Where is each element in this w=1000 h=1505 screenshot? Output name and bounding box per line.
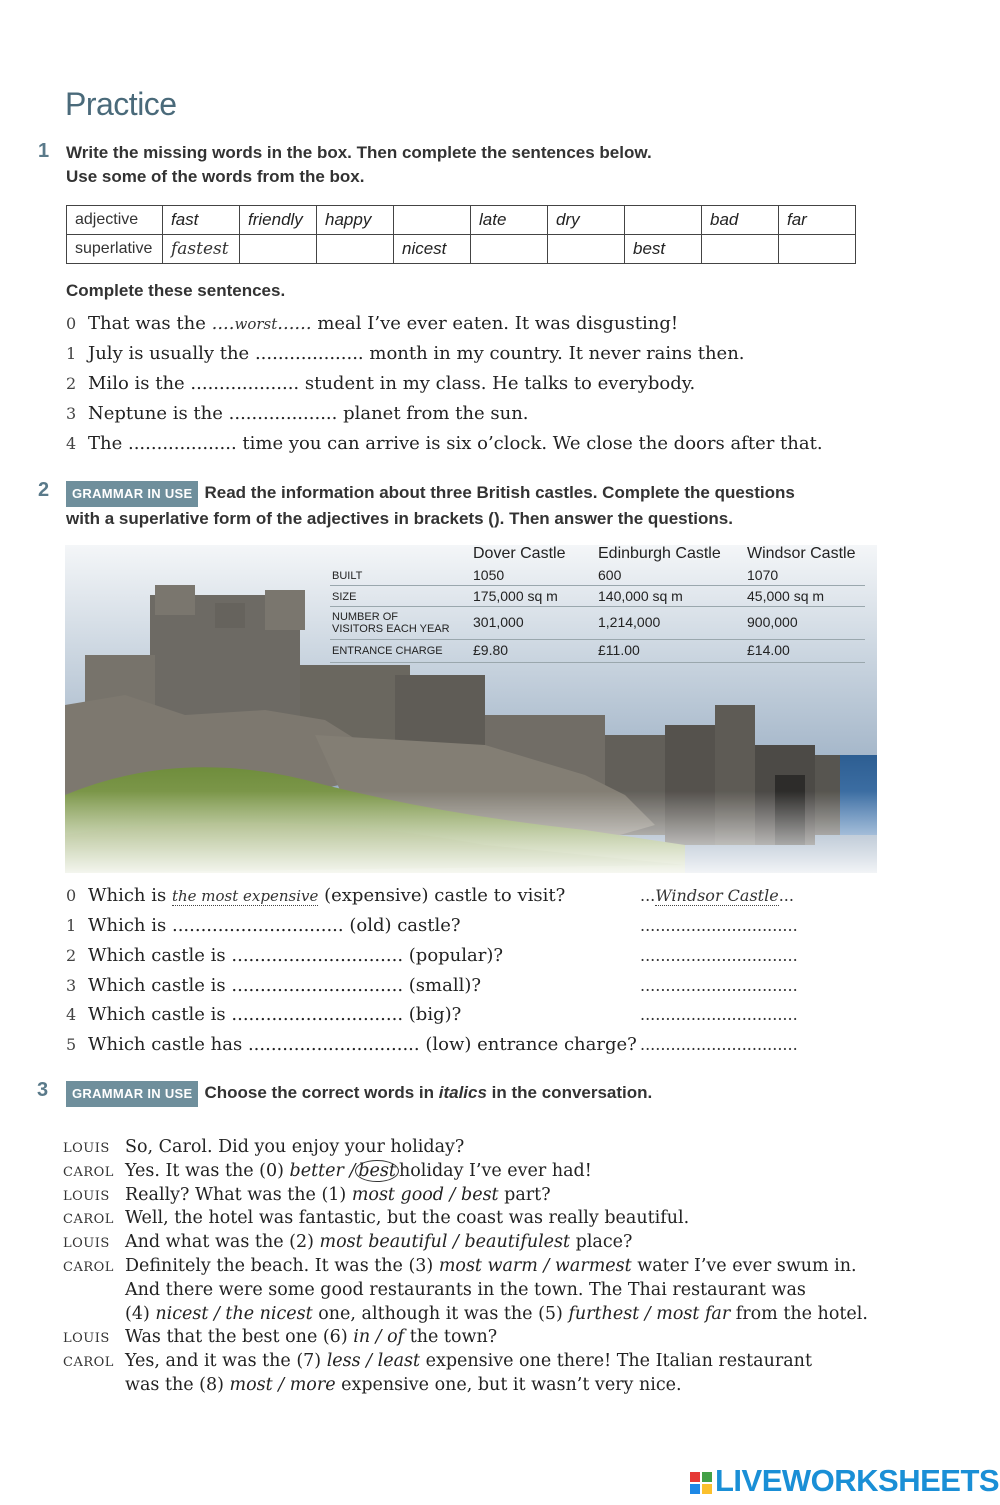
question-row <box>66 1004 461 1026</box>
speaker-name: LOUIS <box>63 1331 110 1347</box>
reply-dots: ... <box>778 886 794 905</box>
castle-header: Dover Castle <box>473 545 566 562</box>
sentence-text-after: student in my class. He talks to everybody. <box>299 373 696 394</box>
answer-blank[interactable]: ................... <box>254 343 364 364</box>
question-blank[interactable]: .............................. <box>231 1004 404 1025</box>
question-text-before: Which is <box>88 915 172 936</box>
reply-answer: Windsor Castle <box>655 886 779 905</box>
exercise-3-instruction-before: Choose the correct words in <box>204 1083 439 1102</box>
grammar-in-use-badge: GRAMMAR IN USE <box>66 1081 198 1107</box>
question-number: 2 <box>66 946 77 965</box>
exercise-1-instruction-line-1: Write the missing words in the box. Then complete the sentences below. <box>66 143 652 162</box>
sentence-text-before: July is usually the <box>88 343 255 364</box>
conversation-text: place? <box>570 1232 633 1253</box>
question-text-after: (popular)? <box>403 945 504 966</box>
answer-choice[interactable]: most / more <box>229 1375 336 1395</box>
exercise-1-number: 1 <box>38 140 50 162</box>
castle-info-value: 175,000 sq m <box>473 588 558 604</box>
superlative-cell[interactable] <box>779 235 856 264</box>
castle-info-value: 1070 <box>747 567 779 583</box>
question-row <box>66 885 565 907</box>
question-blank[interactable]: .............................. <box>231 975 404 996</box>
castle-info-label <box>332 570 362 582</box>
conversation-line <box>63 1350 812 1375</box>
answer-choice[interactable]: furthest / most far <box>568 1303 731 1324</box>
reply-blank: ............................... <box>640 976 798 995</box>
question-reply[interactable] <box>640 886 794 905</box>
castle-info-value: £11.00 <box>598 642 640 658</box>
castle-info-value: 140,000 sq m <box>598 588 683 604</box>
answer-choice[interactable]: better / <box>289 1160 356 1181</box>
conversation-line <box>63 1231 632 1256</box>
page-title: Practice <box>65 86 177 122</box>
question-text-before: Which is <box>88 885 172 906</box>
castle-info-label-line: VISITORS EACH YEAR <box>332 623 450 635</box>
reply-blank: ............................... <box>640 916 798 935</box>
conversation-line <box>63 1207 689 1232</box>
sentence-text-before: That was the <box>88 313 212 334</box>
conversation-text: Well, the hotel was fantastic, but the coast was really beautiful. <box>125 1208 690 1229</box>
sentence-number: 2 <box>66 374 77 393</box>
castle-info-label <box>332 611 450 635</box>
question-row <box>66 975 481 997</box>
question-number: 0 <box>66 886 77 905</box>
question-number: 1 <box>66 916 77 935</box>
adjective-row <box>67 206 856 235</box>
sentence-text-after: meal I’ve ever eaten. It was disgusting! <box>311 313 679 334</box>
conversation-text: the town? <box>404 1327 498 1348</box>
castle-info-value: 600 <box>598 567 622 583</box>
speaker-name: LOUIS <box>63 1236 110 1252</box>
sentence-answer[interactable] <box>212 313 312 334</box>
exercise-2-instruction-line-2: with a superlative form of the adjectives in brackets (). Then answer the questions. <box>66 509 733 528</box>
reply-blank: ............................... <box>640 1005 798 1024</box>
castle-info-value: 1050 <box>473 567 505 583</box>
answer-dots: ...... <box>277 313 312 334</box>
sentence-number: 1 <box>66 344 77 363</box>
castle-info-row <box>330 640 865 663</box>
reply-dots: ... <box>640 886 656 905</box>
superlative-cell[interactable] <box>471 235 548 264</box>
speaker-name: CAROL <box>63 1212 114 1228</box>
answer-choice[interactable]: in / of <box>353 1327 405 1348</box>
answer-dots: .... <box>211 313 235 334</box>
adjective-table <box>66 205 856 264</box>
conversation-line <box>63 1279 806 1303</box>
conversation-line <box>63 1184 551 1209</box>
speaker-name: LOUIS <box>63 1188 110 1204</box>
question-reply[interactable] <box>640 946 798 965</box>
castle-info-label <box>332 645 443 657</box>
sentence-text-before: Neptune is the <box>88 403 229 424</box>
sentence-text-before: The <box>88 433 128 454</box>
conversation-text: was the (8) <box>125 1375 230 1395</box>
superlative-cell[interactable] <box>702 235 779 264</box>
conversation-text: Really? What was the (1) <box>125 1184 352 1205</box>
conversation-text: Was that the best one (6) <box>125 1327 354 1348</box>
conversation-text: Definitely the beach. It was the (3) <box>125 1256 439 1276</box>
adjective-cell: happy <box>317 206 394 235</box>
sentence-row <box>66 313 678 335</box>
sentence-row <box>66 343 745 365</box>
sentence-row <box>66 373 695 395</box>
sentence-text-after: time you can arrive is six o’clock. We close the doors after that. <box>236 433 823 454</box>
question-row <box>66 915 461 937</box>
exercise-3-number: 3 <box>37 1079 49 1101</box>
answer-choice[interactable]: most good / best <box>351 1184 499 1205</box>
superlative-row <box>67 235 856 264</box>
superlative-cell: fastest <box>163 235 240 264</box>
question-text-before: Which castle is <box>88 975 232 996</box>
superlative-label: superlative <box>67 235 163 264</box>
adjective-cell: friendly <box>240 206 317 235</box>
exercise-1-instruction-line-2: Use some of the words from the box. <box>66 167 365 186</box>
sentence-text-after: month in my country. It never rains then. <box>363 343 745 364</box>
conversation-line <box>63 1136 464 1161</box>
conversation-text: Yes. It was the (0) <box>125 1160 290 1181</box>
sentence-number: 0 <box>66 314 77 333</box>
question-row <box>66 1034 637 1056</box>
adjective-cell: bad <box>702 206 779 235</box>
conversation-text: holiday I’ve ever had! <box>398 1160 592 1181</box>
conversation-text: And there were some good restaurants in the town. The Thai restaurant was <box>125 1279 806 1300</box>
question-number: 5 <box>66 1035 77 1054</box>
superlative-cell[interactable] <box>548 235 625 264</box>
conversation-line <box>63 1326 497 1351</box>
superlative-cell: nicest <box>394 235 471 264</box>
conversation-line <box>63 1374 682 1398</box>
grammar-in-use-badge: GRAMMAR IN USE <box>66 481 198 507</box>
question-reply[interactable] <box>640 1005 798 1024</box>
exercise-2-instructions <box>66 481 795 531</box>
answer-choice[interactable]: less / least <box>326 1351 421 1372</box>
adjective-cell: dry <box>548 206 625 235</box>
circled-answer[interactable]: best <box>355 1160 399 1182</box>
question-blank[interactable]: .............................. <box>231 945 404 966</box>
castle-info-row <box>330 607 865 640</box>
conversation-text: one, although it was the (5) <box>312 1303 569 1324</box>
answer-blank[interactable]: ................... <box>127 433 237 454</box>
sentence-text-before: Milo is the <box>88 373 191 394</box>
castle-info-value: 301,000 <box>473 614 524 630</box>
question-blank[interactable]: .............................. <box>247 1034 420 1055</box>
exercise-2-number: 2 <box>38 479 50 501</box>
reply-blank: ............................... <box>640 1035 798 1054</box>
speaker-name: CAROL <box>63 1355 114 1371</box>
question-number: 3 <box>66 976 77 995</box>
castle-info-row <box>330 586 865 607</box>
conversation-text: part? <box>498 1184 551 1205</box>
adjective-cell: late <box>471 206 548 235</box>
castle-info-label-line: BUILT <box>332 570 363 582</box>
castle-info-label <box>332 591 356 603</box>
question-reply[interactable] <box>640 1035 798 1054</box>
superlative-cell: best <box>625 235 702 264</box>
adjective-cell: fast <box>163 206 240 235</box>
conversation-line <box>63 1160 592 1185</box>
conversation-text: water I’ve ever swum in. <box>631 1256 857 1276</box>
exercise-3-instruction-italic: italics <box>438 1083 487 1102</box>
speaker-name: LOUIS <box>63 1141 110 1156</box>
sentence-row <box>66 403 529 425</box>
answer-choice[interactable]: most warm / warmest <box>438 1256 632 1276</box>
question-text-before: Which castle is <box>88 945 232 966</box>
exercise-3-instructions <box>66 1081 652 1107</box>
adjective-cell[interactable] <box>625 206 702 235</box>
speaker-name: CAROL <box>63 1164 114 1180</box>
answer-word: worst <box>234 315 278 333</box>
castle-info-value: £9.80 <box>473 642 509 658</box>
sentence-text-after: planet from the sun. <box>337 403 529 424</box>
sentence-number: 4 <box>66 434 77 453</box>
castle-info-value: 45,000 sq m <box>747 588 825 604</box>
question-reply[interactable] <box>640 976 798 995</box>
question-blank[interactable]: .............................. <box>171 915 344 936</box>
conversation-text: And what was the (2) <box>125 1232 320 1253</box>
adjective-label: adjective <box>67 206 163 235</box>
exercise-3-instruction-after: in the conversation. <box>486 1083 653 1102</box>
question-text-before: Which castle is <box>88 1004 232 1025</box>
question-text-after: (expensive) castle to visit? <box>318 885 566 906</box>
superlative-cell[interactable] <box>317 235 394 264</box>
conversation-line <box>63 1255 857 1280</box>
conversation-text: (4) <box>125 1303 156 1324</box>
castle-header: Edinburgh Castle <box>598 545 721 562</box>
question-text-after: (small)? <box>403 975 482 996</box>
conversation-text: expensive one, but it wasn’t very nice. <box>335 1375 682 1395</box>
question-row <box>66 945 503 967</box>
logo-icon <box>690 1470 712 1496</box>
conversation-text: expensive one there! The Italian restaurant <box>420 1351 812 1372</box>
question-text-after: (old) castle? <box>343 915 461 936</box>
question-text-after: (low) entrance charge? <box>419 1034 637 1055</box>
castle-header: Windsor Castle <box>747 545 856 562</box>
conversation-line <box>63 1303 868 1327</box>
answer-blank[interactable]: ................... <box>228 403 338 424</box>
sentence-row <box>66 433 823 455</box>
conversation-text: So, Carol. Did you enjoy your holiday? <box>125 1137 465 1157</box>
superlative-cell[interactable] <box>240 235 317 264</box>
question-reply[interactable] <box>640 916 798 935</box>
conversation-text: from the hotel. <box>730 1303 868 1324</box>
speaker-name: CAROL <box>63 1260 114 1275</box>
exercise-2-instruction-line-1: Read the information about three British castles. Complete the questions <box>204 483 795 502</box>
adjective-cell[interactable] <box>394 206 471 235</box>
question-text-before: Which castle has <box>88 1034 248 1055</box>
castle-info-value: 900,000 <box>747 614 798 630</box>
castle-info-value: 1,214,000 <box>598 614 661 630</box>
liveworksheets-logo <box>690 1463 999 1499</box>
castle-info-label-line: NUMBER OF <box>332 611 398 623</box>
logo-text: LIVEWORKSHEETS <box>715 1463 1000 1498</box>
answer-choice[interactable]: nicest / the nicest <box>155 1303 313 1324</box>
exercise-1-subheading: Complete these sentences. <box>66 281 286 300</box>
castle-info-label-line: ENTRANCE CHARGE <box>332 645 443 657</box>
question-number: 4 <box>66 1005 77 1024</box>
castle-info-label-line: SIZE <box>332 591 357 603</box>
castle-info-value: £14.00 <box>747 642 790 658</box>
adjective-cell: far <box>779 206 856 235</box>
castle-info-row <box>330 565 865 586</box>
reply-blank: ............................... <box>640 946 798 965</box>
question-text-after: (big)? <box>403 1004 462 1025</box>
question-answer[interactable]: the most expensive <box>171 887 319 905</box>
exercise-1-instructions <box>66 141 652 189</box>
sentence-number: 3 <box>66 404 77 423</box>
answer-blank[interactable]: ................... <box>190 373 300 394</box>
answer-choice[interactable]: most beautiful / beautifulest <box>319 1232 571 1253</box>
conversation-text: Yes, and it was the (7) <box>125 1351 327 1372</box>
